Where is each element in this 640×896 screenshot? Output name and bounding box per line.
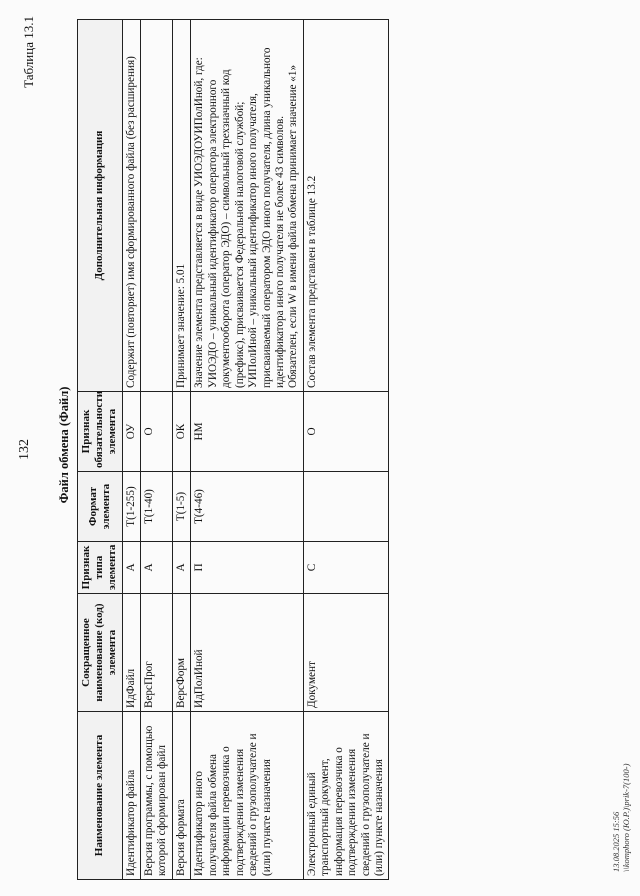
element-name-cell: Идентификатор иного получателя файла обмена информации перевозчика о подтверждении изменения сведений о грузополучателе и (или) пункте назначения: [191, 712, 304, 880]
element-type-cell: С: [303, 542, 389, 594]
element-type-cell: П: [191, 542, 304, 594]
element-code-cell: ВерсПрог: [141, 594, 173, 712]
element-required-cell: ОК: [172, 392, 190, 472]
print-path: \\komphoro (Ю.Р.)\prik-7(100-): [620, 763, 631, 872]
element-required-cell: О: [303, 392, 389, 472]
element-format-cell: T(1-255): [122, 472, 140, 542]
column-header: Сокращенное наименование (код) элемента: [78, 594, 123, 712]
table-row: [141, 20, 173, 880]
element-type-cell: А: [141, 542, 173, 594]
column-header: Формат элемента: [78, 472, 123, 542]
element-required-cell: НМ: [191, 392, 304, 472]
element-type-cell: А: [122, 542, 140, 594]
element-format-cell: T(4-46): [191, 472, 304, 542]
element-name-cell: Версия программы, с помощью которой сформирован файл: [141, 712, 173, 880]
element-name-cell: Электронный единый транспортный документ, информация перевозчика о подтверждении изменения сведений о грузополучателе и (или) пункте назначения: [303, 712, 389, 880]
element-info-cell: [141, 20, 173, 392]
element-type-cell: А: [172, 542, 190, 594]
element-required-cell: ОУ: [122, 392, 140, 472]
exchange-file-table: [77, 19, 389, 880]
table-number: Таблица 13.1: [21, 16, 36, 88]
element-name-cell: Версия формата: [172, 712, 190, 880]
element-format-cell: T(1-40): [141, 472, 173, 542]
table-title: Файл обмена (Файл): [57, 386, 71, 504]
table-row: [303, 20, 389, 880]
column-header: Признак типа элемента: [78, 542, 123, 594]
column-header: Признак обязательности элемента: [78, 392, 123, 472]
element-format-cell: T(1-5): [172, 472, 190, 542]
rotated-content: [15, 10, 631, 880]
element-name-cell: Идентификатор файла: [122, 712, 140, 880]
element-code-cell: ВерсФорм: [172, 594, 190, 712]
table-row: [191, 20, 304, 880]
element-required-cell: О: [141, 392, 173, 472]
column-header: Наименование элемента: [78, 712, 123, 880]
element-info-cell: Принимает значение: 5.01: [172, 20, 190, 392]
column-header: Дополнительная информация: [78, 20, 123, 392]
table-header-row: [78, 20, 123, 880]
print-timestamp: 13.08.2025 15:56: [611, 811, 622, 872]
page-number: 132: [17, 439, 32, 460]
element-format-cell: [303, 472, 389, 542]
element-code-cell: Документ: [303, 594, 389, 712]
element-info-cell: Состав элемента представлен в таблице 13.2: [303, 20, 389, 392]
table-row: [172, 20, 190, 880]
element-info-cell: Значение элемента представляется в виде УИОЭДОУИПолИной, где: УИОЭДО – уникальный идентификатор оператора электронного документооборота (оператор ЭДО) – символьный трехзначный код (префикс), присваивается Федеральной налоговой службой; УИПолИной – уникальный идентификатор иного получателя, присваиваемый оператором ЭДО иного получателя, длина уникального идентификатора иного получателя не более 43 символов. Обязателен, если W в имени файла обмена принимает значение «1»: [191, 20, 304, 392]
table-row: [122, 20, 140, 880]
element-code-cell: ИдФайл: [122, 594, 140, 712]
print-stamp: [612, 764, 631, 872]
element-code-cell: ИдПолИной: [191, 594, 304, 712]
element-info-cell: Содержит (повторяет) имя сформированного файла (без расширения): [122, 20, 140, 392]
